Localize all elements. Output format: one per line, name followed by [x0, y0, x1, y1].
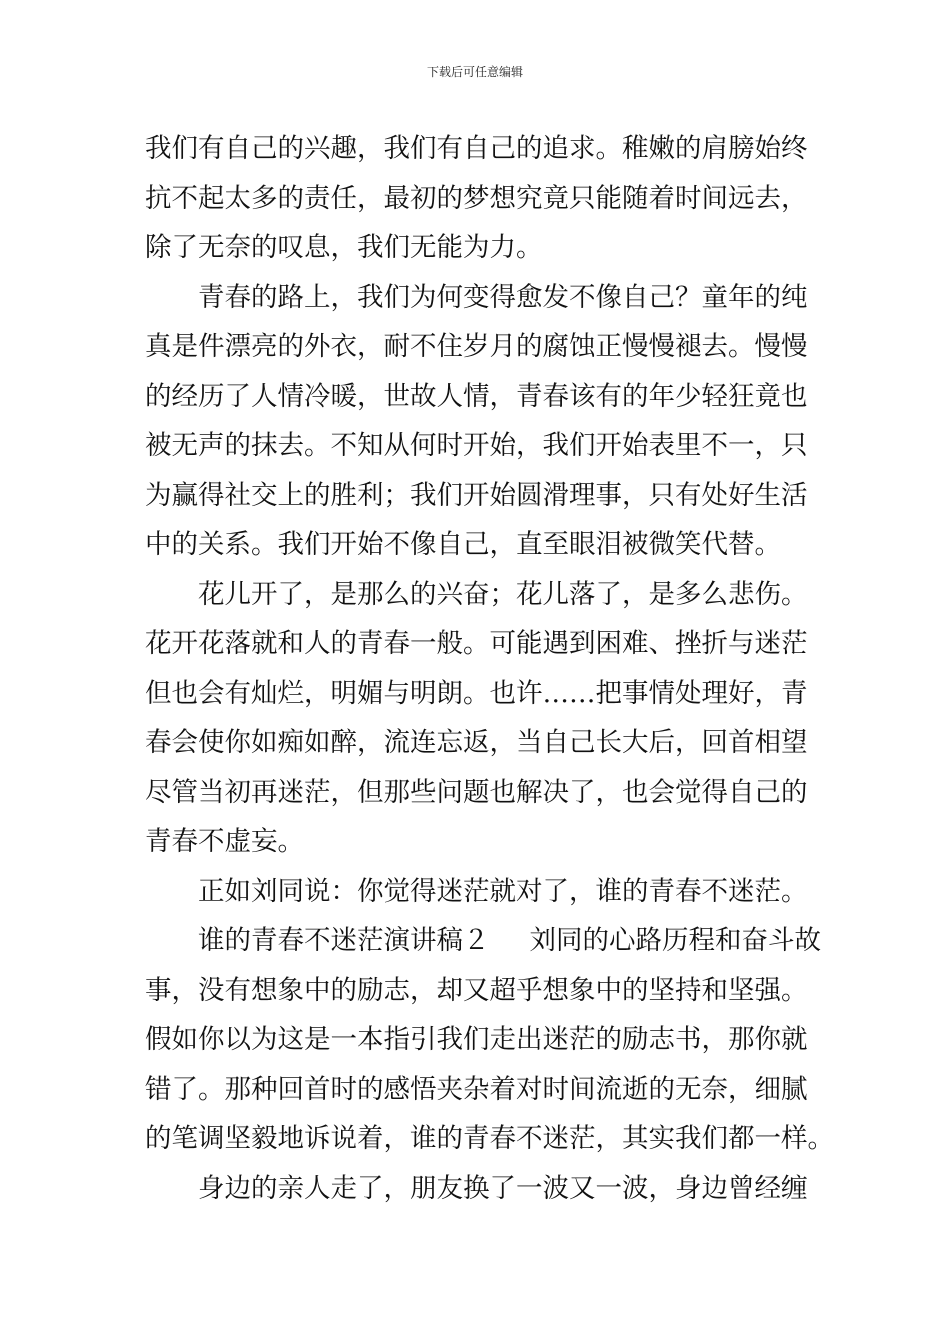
text-line [145, 916, 821, 966]
text-line: 身边的亲人走了，朋友换了一波又一波，身边曾经缠 [198, 1172, 808, 1204]
text-line: 被无声的抹去。不知从何时开始，我们开始表里不一，只 [145, 430, 808, 461]
text-line: 青春不虚妄。 [145, 826, 304, 857]
text-line: 但也会有灿烂，明媚与明朗。也许……把事情处理好，青 [145, 677, 808, 709]
text-line: 正如刘同说：你觉得迷茫就对了，谁的青春不迷茫。 [198, 875, 808, 907]
text-line: 抗不起太多的责任，最初的梦想究竟只能随着时间远去， [145, 182, 808, 214]
text-line: 花儿开了，是那么的兴奋；花儿落了，是多么悲伤。 [198, 578, 808, 610]
first-line-text: 刘同的心路历程和奋斗故 [529, 925, 821, 956]
page-header: 下载后可任意编辑 [426, 65, 523, 79]
paragraph-3 [145, 570, 810, 867]
text-line: 真是件漂亮的外衣，耐不住岁月的腐蚀正慢慢褪去。慢慢 [145, 331, 808, 362]
text-line: 青春的路上，我们为何变得愈发不像自己？童年的纯 [198, 281, 808, 313]
text-line: 的经历了人情冷暖，世故人情，青春该有的年少轻狂竟也 [145, 380, 808, 412]
text-line: 的笔调坚毅地诉说着，谁的青春不迷茫，其实我们都一样。 [145, 1123, 834, 1154]
text-line: 为赢得社交上的胜利；我们开始圆滑理事，只有处好生活 [145, 479, 808, 511]
text-line: 春会使你如痴如醉，流连忘返，当自己长大后，回首相望 [145, 727, 808, 758]
document-body [145, 124, 834, 1213]
text-line: 假如你以为这是一本指引我们走出迷茫的励志书，那你就 [145, 1024, 808, 1055]
paragraph-4 [145, 867, 810, 917]
text-line: 尽管当初再迷茫，但那些问题也解决了，也会觉得自己的 [145, 776, 808, 808]
paragraph-5 [145, 916, 834, 1164]
paragraph-6 [145, 1164, 810, 1214]
text-line: 除了无奈的叹息，我们无能为力。 [145, 232, 543, 263]
paragraph-1 [145, 124, 810, 273]
text-line: 中的关系。我们开始不像自己，直至眼泪被微笑代替。 [145, 529, 781, 560]
paragraph-2 [145, 273, 810, 570]
text-line: 错了。那种回首时的感悟夹杂着对时间流逝的无奈，细腻 [145, 1073, 808, 1105]
text-line: 事，没有想象中的励志，却又超乎想象中的坚持和坚强。 [145, 974, 808, 1006]
text-line: 我们有自己的兴趣，我们有自己的追求。稚嫩的肩膀始终 [145, 133, 808, 164]
text-line: 花开花落就和人的青春一般。可能遇到困难、挫折与迷茫 [145, 628, 808, 659]
section-title: 谁的青春不迷茫演讲稿２ [198, 925, 490, 956]
